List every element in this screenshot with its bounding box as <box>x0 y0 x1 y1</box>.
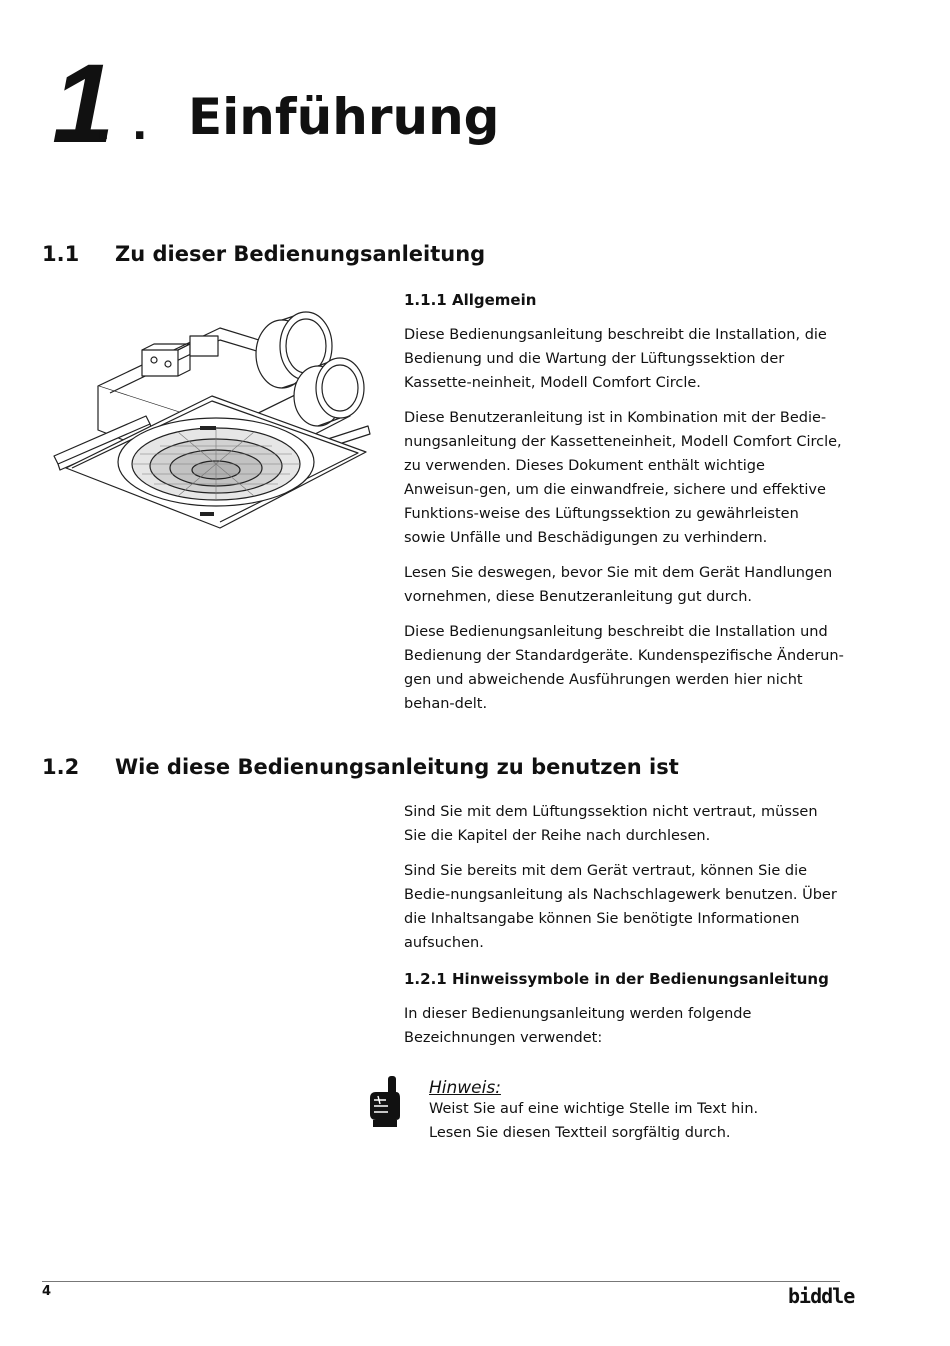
paragraph: Diese Bedienungsanleitung beschreibt die Installation, die Bedienung und die Wartung der Lüftungssektion der Kassette-neinheit, Modell Comfort Circle. <box>404 327 827 391</box>
subsection-number: 1.1.1 <box>404 291 447 309</box>
pointing-hand-icon <box>366 1076 402 1128</box>
paragraph: Sind Sie bereits mit dem Gerät vertraut, können Sie die Bedie-nungsanleitung als Nachschlagewerk benutzen. Über die Inhaltsangabe können Sie benötigte Informationen aufsuchen. <box>404 863 837 951</box>
paragraph: Diese Benutzeranleitung ist in Kombination mit der Bedie-nungsanleitung der Kassetteneinheit, Modell Comfort Circle, zu verwenden. Dieses Dokument enthält wichtige Anweisun-gen, um die einwandfreie, sichere und effektive Funktions-weise des Lüftungssektion zu gewährleisten sowie Unfälle und Beschädigungen zu verhindern. <box>404 410 842 546</box>
paragraph: Diese Bedienungsanleitung beschreibt die Installation und Bedienung der Standardgeräte. Kundenspezifische Änderun-gen und abweichende Ausführungen werden hier nicht behan-delt. <box>404 624 844 712</box>
section-1-number: 1.1 <box>42 242 80 266</box>
subsection-number: 1.2.1 <box>404 970 447 988</box>
hint-line: Weist Sie auf eine wichtige Stelle im Text hin. <box>429 1101 759 1117</box>
chapter-number: 1 <box>52 41 113 166</box>
chapter-dots: .. <box>96 93 169 151</box>
brand-logo: biddle <box>788 1284 855 1308</box>
page-number: 4 <box>42 1284 52 1299</box>
subsection-1-1-1-heading <box>404 291 536 309</box>
section-1-title: Zu dieser Bedienungsanleitung <box>115 242 486 266</box>
subsection-title: Hinweissymbole in der Bedienungsanleitung <box>452 970 829 988</box>
paragraph: Sind Sie mit dem Lüftungssektion nicht vertraut, müssen Sie die Kapitel der Reihe nach durchlesen. <box>404 804 818 844</box>
paragraph: Lesen Sie deswegen, bevor Sie mit dem Gerät Handlungen vornehmen, diese Benutzeranleitung gut durch. <box>404 565 833 605</box>
subsection-title: Allgemein <box>452 291 537 309</box>
subsection-1-2-1-heading <box>404 970 829 988</box>
hint-title: Hinweis: <box>429 1078 501 1098</box>
footer-divider <box>42 1281 840 1282</box>
chapter-title: Einführung <box>188 88 500 146</box>
section-2-number: 1.2 <box>42 755 80 779</box>
hint-text <box>429 1097 758 1145</box>
paragraph: In dieser Bedienungsanleitung werden folgende Bezeichnungen verwendet: <box>404 1006 752 1046</box>
hint-line: Lesen Sie diesen Textteil sorgfältig durch. <box>429 1125 731 1141</box>
section-2-title: Wie diese Bedienungsanleitung zu benutzen ist <box>115 755 679 779</box>
cassette-unit-illustration <box>50 298 375 530</box>
